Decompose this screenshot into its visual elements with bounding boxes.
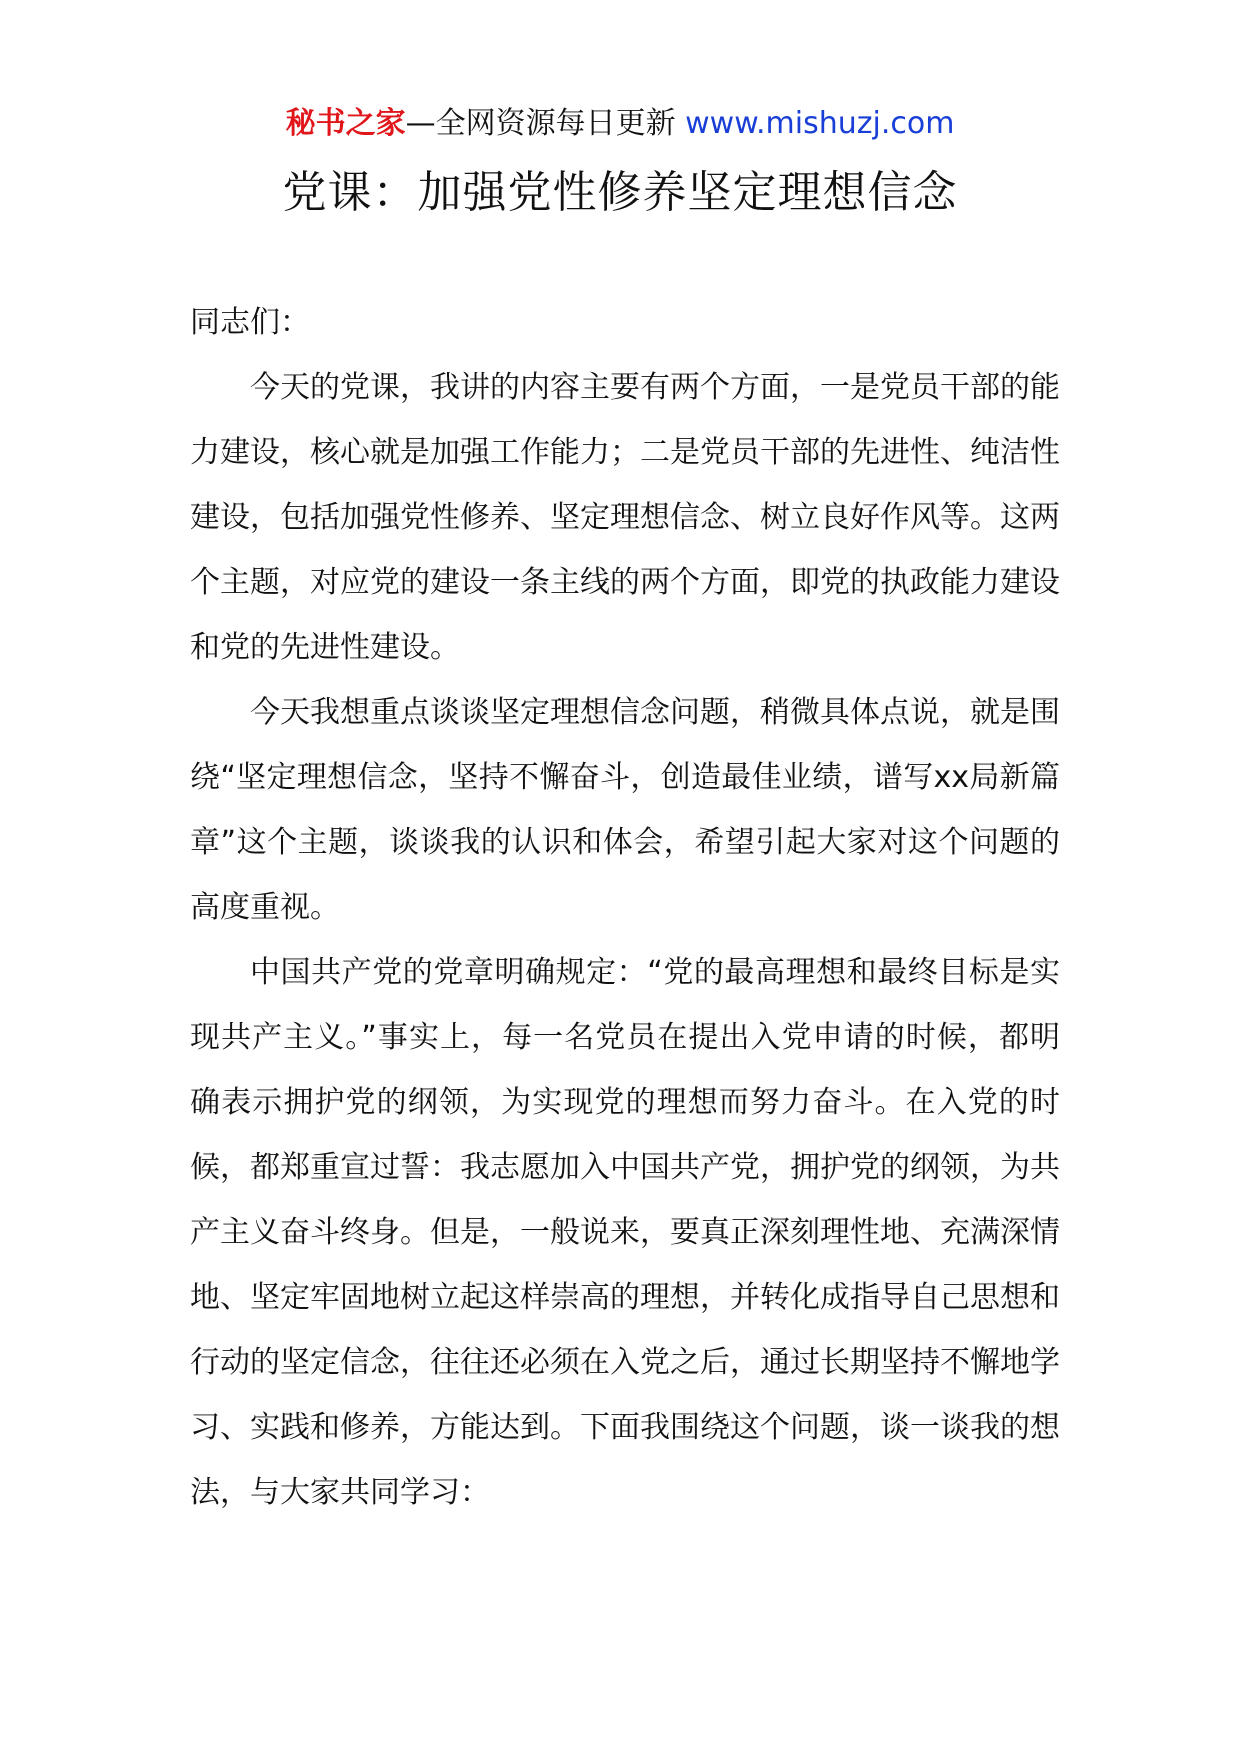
header-tagline: —全网资源每日更新 [405, 106, 686, 141]
paragraph-2: 今天我想重点谈谈坚定理想信念问题，稍微具体点说，就是围绕“坚定理想信念，坚持不懈奋斗，创造最佳业绩，谱写xx局新篇章”这个主题，谈谈我的认识和体会，希望引起大家对这个问题的高度重视。 [190, 695, 1060, 925]
paragraph-1: 今天的党课，我讲的内容主要有两个方面，一是党员干部的能力建设，核心就是加强工作能力；二是党员干部的先进性、纯洁性建设，包括加强党性修养、坚定理想信念、树立良好作风等。这两个主题，对应党的建设一条主线的两个方面，即党的执政能力建设和党的先进性建设。 [190, 370, 1060, 665]
salutation: 同志们： [190, 305, 310, 340]
brand-name: 秘书之家 [285, 106, 406, 141]
document-body [190, 290, 1060, 1525]
paragraph-3: 中国共产党的党章明确规定：“党的最高理想和最终目标是实现共产主义。”事实上，每一名党员在提出入党申请的时候，都明确表示拥护党的纲领，为实现党的理想而努力奋斗。在入党的时候，都郑重宣过誓：我志愿加入中国共产党，拥护党的纲领，为共产主义奋斗终身。但是，一般说来，要真正深刻理性地、充满深情地、坚定牢固地树立起这样崇高的理想，并转化成指导自己思想和行动的坚定信念，往往还必须在入党之后，通过长期坚持不懈地学习、实践和修养，方能达到。下面我围绕这个问题，谈一谈我的想法，与大家共同学习： [190, 955, 1060, 1510]
header-banner [0, 104, 1240, 144]
document-title: 党课：加强党性修养坚定理想信念 [282, 167, 958, 218]
site-url-link[interactable]: www.mishuzj.com [685, 106, 955, 141]
